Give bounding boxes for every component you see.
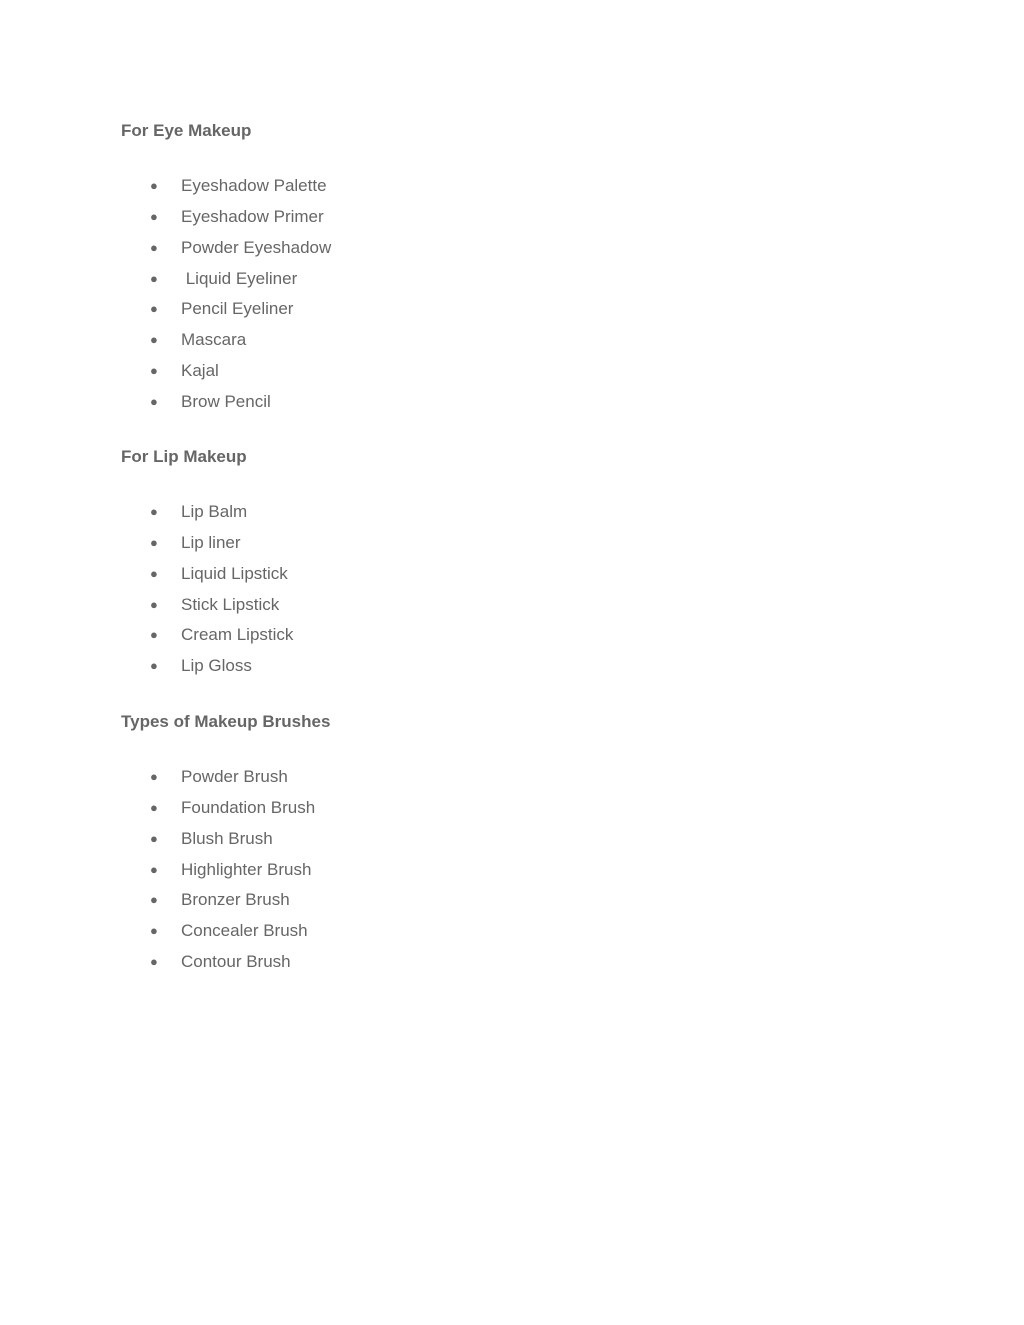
section-heading-makeup-brushes: Types of Makeup Brushes bbox=[121, 712, 331, 731]
bullet-icon: ● bbox=[150, 799, 158, 815]
bullet-icon: ● bbox=[150, 627, 158, 643]
bullet-icon: ● bbox=[150, 363, 158, 379]
bullet-icon: ● bbox=[150, 332, 158, 348]
bullet-icon: ● bbox=[150, 270, 158, 286]
bullet-icon: ● bbox=[150, 534, 158, 550]
bullet-icon: ● bbox=[150, 954, 158, 970]
bullet-icon: ● bbox=[150, 393, 158, 409]
bullet-icon: ● bbox=[150, 658, 158, 674]
bullet-icon: ● bbox=[150, 301, 158, 317]
bullet-icon: ● bbox=[150, 239, 158, 255]
bullet-icon: ● bbox=[150, 504, 158, 519]
bullet-icon: ● bbox=[150, 769, 158, 784]
bullet-icon: ● bbox=[150, 892, 158, 908]
section-heading-eye-makeup: For Eye Makeup bbox=[121, 121, 252, 140]
bullet-icon: ● bbox=[150, 565, 158, 581]
bullet-icon: ● bbox=[150, 830, 158, 846]
bullet-icon: ● bbox=[150, 178, 158, 193]
bullet-icon: ● bbox=[150, 923, 158, 939]
bullet-icon: ● bbox=[150, 596, 158, 612]
bullet-icon: ● bbox=[150, 861, 158, 877]
section-heading-lip-makeup: For Lip Makeup bbox=[121, 447, 247, 466]
document-page: For Eye Makeup ● Eyeshadow Palette ● Eyeshadow Primer ● Powder Eyeshadow ● Liquid Eyeliner ● Pencil Eyeliner ● Mascara ● Kajal ● Brow Pencil For Lip Makeup ● Lip Balm ● Lip liner ● Liquid Lipstick ● Stick Lipstick ● Cream Lipstick ● Lip Gloss Types of Makeup Brushes ● Powder Brush ● Foundation Brush ● Blush Brush ● Highlighter Brush ● Bronzer Brush ● Concealer Brush ● Contour Brush bbox=[121, 121, 332, 972]
bullet-icon: ● bbox=[150, 208, 158, 224]
